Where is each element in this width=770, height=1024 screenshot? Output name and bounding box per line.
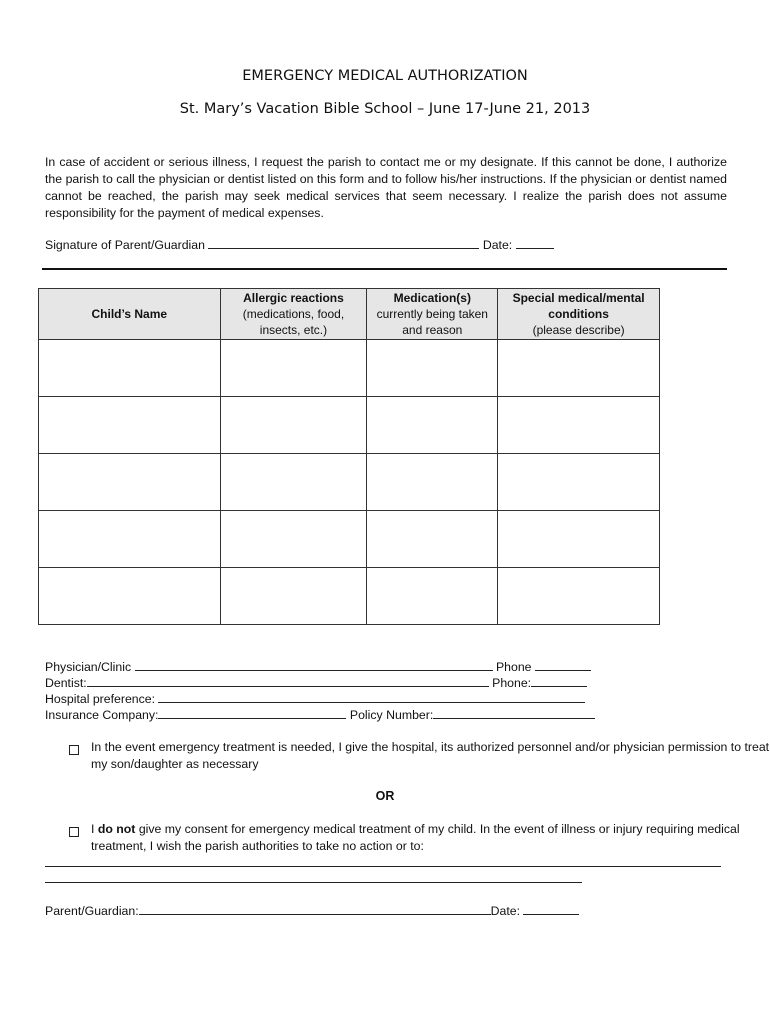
parent-field[interactable]: [139, 903, 491, 915]
physician-field[interactable]: [135, 659, 493, 671]
phone2-label: Phone:: [492, 676, 532, 690]
phone2-field[interactable]: [531, 675, 587, 687]
insurance-field[interactable]: [158, 707, 346, 719]
signature-label: Signature of Parent/Guardian: [45, 238, 205, 252]
intro-paragraph: In case of accident or serious illness, I request the parish to contact me or my designate. If this cannot be done, I authorize the parish to call the physician or dentist listed on this form and to follow his/her instructions. If the physician or dentist named cannot be reached, the parish may seek medical services that seem necessary. I realize the parish does not assume responsibility for the payment of medical expenses.: [45, 155, 727, 220]
insurance-label: Insurance Company:: [45, 708, 159, 722]
table-cell[interactable]: [39, 511, 221, 568]
header-medications: Medication(s) currently being taken and reason: [367, 289, 498, 340]
do-not-emphasis: do not: [97, 822, 136, 836]
refusal-line-2: treatment, I wish the parish authorities to take no action or to:: [91, 839, 424, 853]
date2-label: Date:: [490, 904, 521, 918]
dentist-row: [45, 675, 587, 690]
hospital-row: [45, 691, 585, 706]
table-header-row: [39, 289, 660, 340]
table-cell[interactable]: [498, 340, 660, 397]
signature-row: [45, 237, 554, 252]
dentist-label: Dentist:: [45, 676, 87, 690]
table-cell[interactable]: [367, 340, 498, 397]
hospital-field[interactable]: [158, 691, 585, 703]
instructions-line-2[interactable]: [45, 882, 582, 883]
table-cell[interactable]: [367, 511, 498, 568]
table-cell[interactable]: [39, 454, 221, 511]
table-cell[interactable]: [367, 454, 498, 511]
refusal-line-1: I do not give my consent for emergency medical treatment of my child. In the event of illness or injury requiring medical: [91, 822, 740, 836]
header-special-conditions: Special medical/mental conditions (please describe): [498, 289, 660, 340]
parent-row: [45, 903, 579, 918]
section-divider: [42, 268, 727, 270]
table-cell[interactable]: [498, 511, 660, 568]
phone-label: Phone: [495, 660, 532, 674]
table-cell[interactable]: [498, 397, 660, 454]
physician-label: Physician/Clinic: [45, 660, 132, 674]
insurance-row: [45, 707, 595, 722]
table-cell[interactable]: [220, 340, 367, 397]
table-row: [39, 568, 660, 625]
hospital-label: Hospital preference:: [45, 692, 156, 706]
child-info-table: [38, 288, 660, 625]
policy-label: Policy Number:: [349, 708, 434, 722]
document-subtitle: St. Mary’s Vacation Bible School – June 17-June 21, 2013: [179, 101, 591, 117]
table-cell[interactable]: [39, 397, 221, 454]
table-cell[interactable]: [220, 454, 367, 511]
table-row: [39, 397, 660, 454]
or-separator: OR: [375, 789, 395, 803]
dentist-field[interactable]: [87, 675, 489, 687]
phone-field[interactable]: [535, 659, 591, 671]
instructions-line-1[interactable]: [45, 866, 721, 867]
header-childs-name: Child’s Name: [39, 289, 221, 340]
date-field[interactable]: [516, 237, 554, 249]
consent-line-2: my son/daughter as necessary: [91, 757, 259, 771]
signature-field[interactable]: [208, 237, 479, 249]
date-label: Date:: [482, 238, 513, 252]
header-allergic-reactions: Allergic reactions (medications, food, insects, etc.): [220, 289, 367, 340]
consent-line-1: In the event emergency treatment is needed, I give the hospital, its authorized personnel and/or physician permission to treat: [91, 740, 770, 754]
table-cell[interactable]: [39, 340, 221, 397]
document-title: EMERGENCY MEDICAL AUTHORIZATION: [242, 68, 528, 84]
refusal-checkbox[interactable]: [69, 826, 79, 840]
table-cell[interactable]: [367, 568, 498, 625]
table-cell[interactable]: [367, 397, 498, 454]
table-row: [39, 340, 660, 397]
table-cell[interactable]: [39, 568, 221, 625]
table-row: [39, 511, 660, 568]
table-cell[interactable]: [498, 454, 660, 511]
policy-field[interactable]: [433, 707, 595, 719]
date2-field[interactable]: [523, 903, 579, 915]
table-cell[interactable]: [220, 511, 367, 568]
table-cell[interactable]: [220, 568, 367, 625]
physician-row: [45, 659, 591, 674]
table-cell[interactable]: [498, 568, 660, 625]
table-row: [39, 454, 660, 511]
consent-checkbox[interactable]: [69, 744, 79, 758]
table-cell[interactable]: [220, 397, 367, 454]
parent-label: Parent/Guardian:: [45, 904, 139, 918]
